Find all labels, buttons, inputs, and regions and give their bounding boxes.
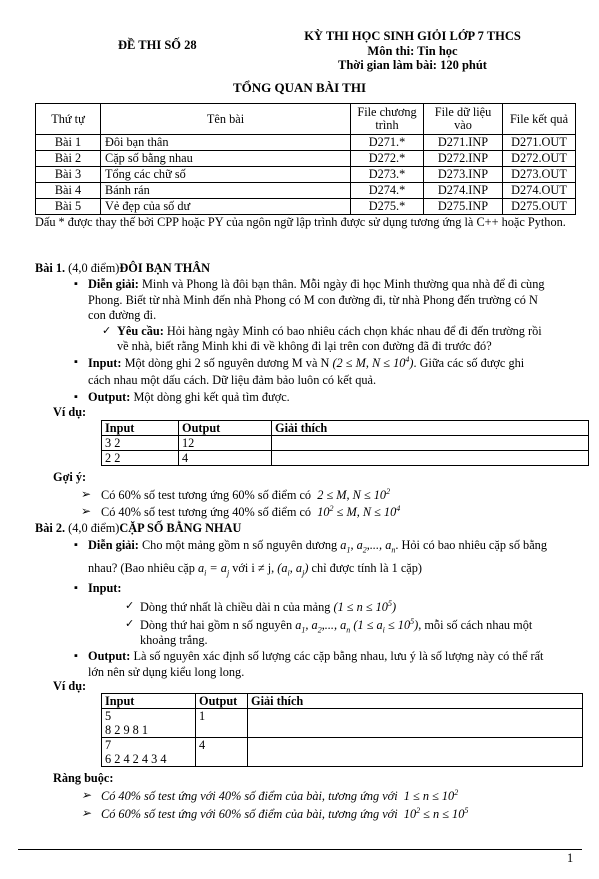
overview-header-row: [36, 104, 576, 135]
cell: D271.OUT: [503, 135, 576, 151]
cell: Input: [102, 694, 196, 709]
cell: Tổng các chữ số: [101, 167, 351, 183]
col-output: File kết quả: [503, 104, 576, 135]
bai1-hint2-formula: $10^2 \le M$, $N \le 10^4$: [314, 504, 401, 520]
bai2-c2-formula: $10^2 \le n \le 10^5$: [400, 806, 469, 822]
bai1-example-label: Ví dụ:: [53, 405, 87, 419]
bai2-desc-line2-a: nhau? (Bao nhiêu cặp: [88, 561, 195, 575]
cell: Bài 1: [36, 135, 101, 151]
table-row: [36, 167, 576, 183]
bai1-input-text-b: . Giữa các số được ghi: [413, 356, 525, 371]
cell: D273.*: [351, 167, 424, 183]
cell: Bài 2: [36, 151, 101, 167]
cell: 7 6 2 4 2 4 3 4: [102, 738, 196, 767]
bai2-constraint1: [101, 788, 458, 805]
bai1-input-formula: (2 ≤ M, $N \le 10^4$): [332, 355, 414, 371]
bai2-desc-line2: [88, 561, 583, 579]
bai1-desc-line2: Phong. Biết từ nhà Minh đến nhà Phong có M con đường đi, từ nhà Phong đến trường có N: [88, 293, 538, 307]
cell: D275.*: [351, 199, 424, 215]
table-row: [102, 451, 589, 466]
cell: 5 8 2 9 8 1: [102, 709, 196, 738]
bai1-hint2: [101, 504, 400, 521]
cell: D271.*: [351, 135, 424, 151]
bai2-c1-text: Có 40% số test ứng với 40% số điểm của bài, tương ứng với: [101, 789, 398, 804]
bai1-name: ĐÔI BẠN THÂN: [119, 261, 211, 275]
bai2-input2-text: Dòng thứ hai gồm n số nguyên: [140, 618, 293, 633]
bai1-output-label: Output:: [88, 390, 131, 404]
cell: Vẻ đẹp của số dư: [101, 199, 351, 215]
cell: D272.*: [351, 151, 424, 167]
bai2-input: [88, 581, 122, 597]
exam-title: KỲ THI HỌC SINH GIỎI LỚP 7 THCS: [304, 29, 521, 43]
bai2-output: [88, 649, 585, 665]
table-row: [102, 436, 589, 451]
bai2-array-formula: $a_1$, $a_2$,..., $a_n$: [340, 538, 396, 555]
bai2-heading: [35, 521, 241, 537]
bai2-input2-line2: khoảng trắng.: [140, 633, 208, 647]
cell: Giải thích: [272, 421, 589, 436]
bai2-input2-text-b: , mỗi số cách nhau một: [418, 618, 533, 633]
bai1-desc-line1: Minh và Phong là đôi bạn thân. Mỗi ngày đi học Minh thường qua nhà để đi cùng: [141, 277, 545, 291]
bai2-pair-formula: $a_i = a_j$: [197, 561, 230, 578]
cell: 3 2: [102, 436, 179, 451]
bai1-hint-label: Gợi ý:: [53, 470, 87, 484]
bai2-description: [88, 538, 583, 556]
bai1-req-label: Yêu cầu:: [117, 324, 164, 338]
bai2-pair-tuple: ($a_i$, $a_j$): [277, 561, 309, 578]
cell: D274.OUT: [503, 183, 576, 199]
bai1-example-table: [101, 420, 589, 466]
bai2-input1-text: Dòng thứ nhất là chiều dài n của mảng: [140, 600, 331, 615]
bai2-input1-formula: $(1 \le n \le 10^5)$: [333, 599, 397, 615]
cell: Cặp số bằng nhau: [101, 151, 351, 167]
table-row: [36, 183, 576, 199]
bai2-constraint-label: Ràng buộc:: [53, 771, 114, 785]
bai2-example-label: Ví dụ:: [53, 679, 87, 693]
cell: 2 2: [102, 451, 179, 466]
cell: 12: [179, 436, 272, 451]
overview-note: Dấu * được thay thế bởi CPP hoặc PY của ngôn ngữ lập trình được sử dụng tương ứng là C++ hoặc Python.: [35, 215, 566, 229]
bai1-hint1-formula: 2 ≤ M, $N \le 10^2$: [314, 487, 391, 503]
cell: D272.OUT: [503, 151, 576, 167]
cell: Giải thích: [248, 694, 583, 709]
cell: Bài 3: [36, 167, 101, 183]
cell: Output: [179, 421, 272, 436]
bai1-hint1: [101, 487, 390, 504]
bai2-c2-text: Có 60% số test ứng với 60% số điểm của bài, tương ứng với: [101, 807, 398, 822]
bai2-example-table: [101, 693, 583, 767]
bai2-c1-formula: $1 \le n \le 10^2$: [400, 788, 459, 804]
cell: D271.INP: [424, 135, 503, 151]
bai1-desc-label: Diễn giải:: [88, 277, 139, 291]
bai2-input2-formula: $a_1$, $a_2$,..., $a_n$ $(1 \le a_i \le 10^5)$: [295, 617, 419, 635]
bai1-hint2-text: Có 40% số test tương ứng 40% số điểm có: [101, 505, 312, 520]
bai1-label: Bài 1.: [35, 261, 66, 275]
cell: D275.INP: [424, 199, 503, 215]
exam-subject: Môn thi: Tin học: [367, 43, 458, 58]
bai2-desc-line2-c: chỉ được tính là 1 cặp): [311, 561, 422, 575]
cell: D273.OUT: [503, 167, 576, 183]
table-row: [36, 135, 576, 151]
cell: 4: [179, 451, 272, 466]
bai1-output: [88, 390, 290, 406]
bai1-output-text: Một dòng ghi kết quả tìm được.: [133, 390, 290, 404]
bai2-points: (4,0 điểm): [68, 521, 120, 535]
bai1-input: [88, 355, 583, 372]
col-input: File dữ liệu vào: [424, 104, 503, 135]
bai1-req-line1: Hỏi hàng ngày Minh có bao nhiêu cách chọn khác nhau để đi đến trường rồi: [166, 324, 542, 338]
cell: 4: [196, 738, 248, 767]
bai2-output-label: Output:: [88, 649, 131, 663]
cell: D273.INP: [424, 167, 503, 183]
bai2-name: CẶP SỐ BẰNG NHAU: [119, 521, 242, 535]
exam-duration: Thời gian làm bài: 120 phút: [338, 58, 487, 72]
bai2-desc-label: Diễn giải:: [88, 538, 139, 552]
bai1-points: (4,0 điểm): [68, 261, 120, 275]
bai2-input1: [140, 599, 585, 616]
bai2-desc-line1-a: Cho một mảng gồm n số nguyên dương: [141, 538, 338, 552]
cell: 1: [196, 709, 248, 738]
col-order: Thứ tự: [36, 104, 101, 135]
bai1-input-label: Input:: [88, 356, 122, 371]
cell: [272, 451, 589, 466]
overview-table: [35, 103, 576, 215]
cell: Bánh rán: [101, 183, 351, 199]
bai2-constraint2: [101, 806, 468, 823]
bai2-desc-line2-b: với i ≠ j,: [232, 561, 275, 575]
overview-title: TỔNG QUAN BÀI THI: [232, 80, 367, 95]
table-row: [102, 421, 589, 436]
bai1-heading: [35, 261, 210, 277]
cell: Bài 4: [36, 183, 101, 199]
cell: Đôi bạn thân: [101, 135, 351, 151]
exam-header: [290, 29, 535, 73]
exam-number: ĐỀ THI SỐ 28: [118, 38, 197, 52]
cell: [272, 436, 589, 451]
bai2-desc-line1-b: . Hỏi có bao nhiêu cặp số bằng: [395, 538, 547, 552]
page-number: 1: [567, 851, 574, 865]
cell: D274.INP: [424, 183, 503, 199]
table-row: [102, 709, 583, 738]
bai1-input-text-a: Một dòng ghi 2 số nguyên dương M và N: [124, 356, 330, 371]
bai2-input-label: Input:: [88, 581, 122, 595]
cell: D275.OUT: [503, 199, 576, 215]
cell: Output: [196, 694, 248, 709]
cell: [248, 709, 583, 738]
cell: Input: [102, 421, 179, 436]
col-program: File chương trình: [351, 104, 424, 135]
col-name: Tên bài: [101, 104, 351, 135]
cell: [248, 738, 583, 767]
cell: Bài 5: [36, 199, 101, 215]
cell: D274.*: [351, 183, 424, 199]
bai1-hint1-text: Có 60% số test tương ứng 60% số điểm có: [101, 488, 312, 503]
bai1-requirement: [117, 324, 587, 340]
footer-divider: [18, 849, 582, 850]
bai2-output-line1: Là số nguyên xác định số lượng các cặp bằng nhau, lưu ý là số lượng này có thể rất: [133, 649, 544, 663]
bai1-desc-line3: con đường đi.: [88, 308, 157, 322]
table-row: [36, 199, 576, 215]
table-row: [102, 738, 583, 767]
cell: D272.INP: [424, 151, 503, 167]
bai1-description: [88, 277, 583, 293]
bai2-output-line2: lớn nên sử dụng kiểu long long.: [88, 665, 245, 679]
bai1-input-line2: cách nhau một dấu cách. Dữ liệu đảm bảo luôn có kết quả.: [88, 373, 377, 387]
table-row: [102, 694, 583, 709]
table-row: [36, 151, 576, 167]
bai1-req-line2: về nhà, biết rằng Minh khi đi về không đi lại trên con đường đã đi trước đó?: [117, 339, 492, 353]
bai2-label: Bài 2.: [35, 521, 66, 535]
